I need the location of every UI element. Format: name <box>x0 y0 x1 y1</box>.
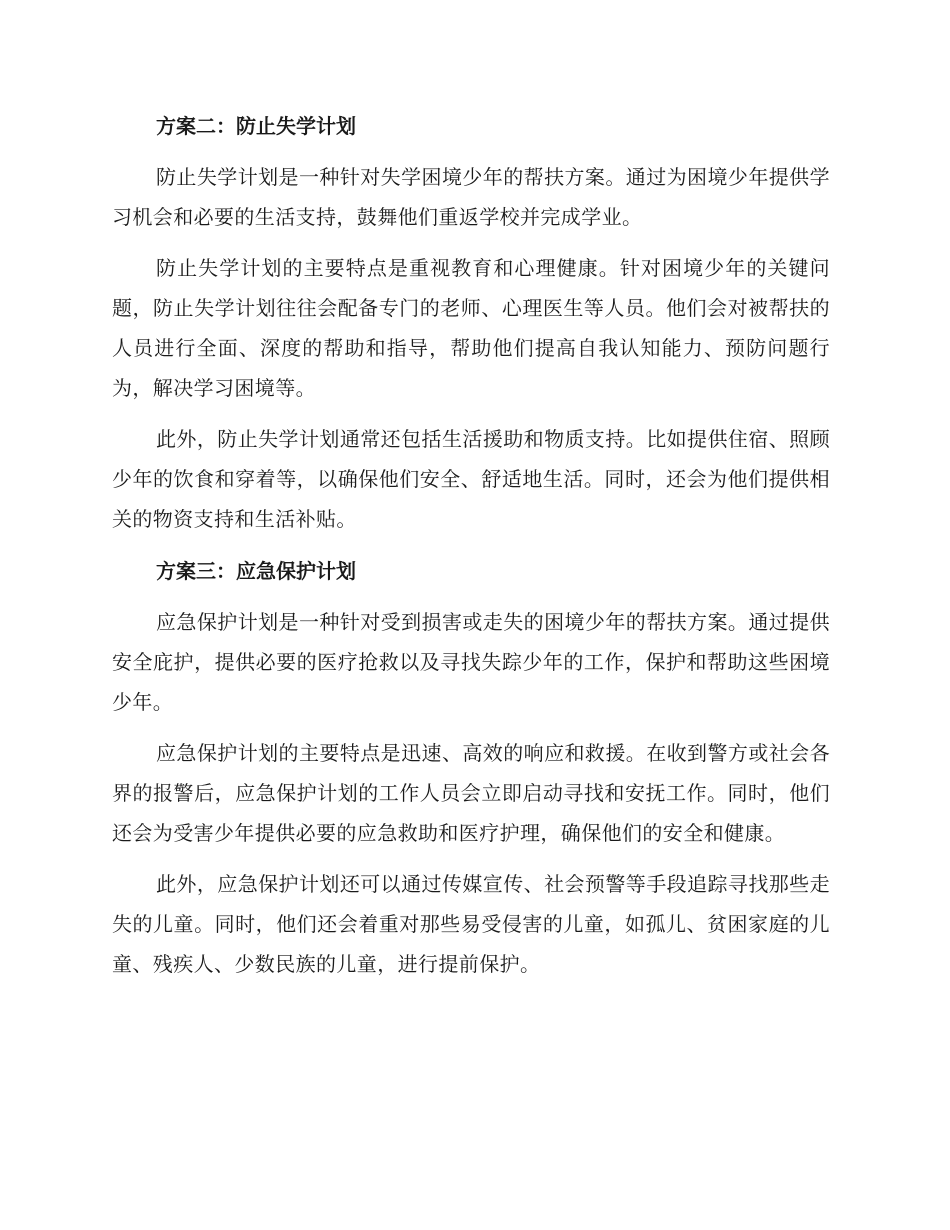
paragraph: 防止失学计划是一种针对失学困境少年的帮扶方案。通过为困境少年提供学习机会和必要的生活支持，鼓舞他们重返学校并完成学业。 <box>112 165 830 229</box>
paragraph: 此外，应急保护计划还可以通过传媒宣传、社会预警等手段追踪寻找那些走失的儿童。同时，他们还会着重对那些易受侵害的儿童，如孤儿、贫困家庭的儿童、残疾人、少数民族的儿童，进行提前保护。 <box>112 872 830 976</box>
section-heading-plan-two: 方案二：防止失学计划 <box>156 114 356 138</box>
document-page <box>112 105 830 995</box>
section-heading-plan-three: 方案三：应急保护计划 <box>156 559 356 583</box>
paragraph: 应急保护计划的主要特点是迅速、高效的响应和救援。在收到警方或社会各界的报警后，应急保护计划的工作人员会立即启动寻找和安抚工作。同时，他们还会为受害少年提供必要的应急救助和医疗护理，确保他们的安全和健康。 <box>112 741 830 845</box>
paragraph: 防止失学计划的主要特点是重视教育和心理健康。针对困境少年的关键问题，防止失学计划往往会配备专门的老师、心理医生等人员。他们会对被帮扶的人员进行全面、深度的帮助和指导，帮助他们提高自我认知能力、预防问题行为，解决学习困境等。 <box>112 256 830 400</box>
paragraph: 此外，防止失学计划通常还包括生活援助和物质支持。比如提供住宿、照顾少年的饮食和穿着等，以确保他们安全、舒适地生活。同时，还会为他们提供相关的物资支持和生活补贴。 <box>112 427 830 531</box>
paragraph: 应急保护计划是一种针对受到损害或走失的困境少年的帮扶方案。通过提供安全庇护，提供必要的医疗抢救以及寻找失踪少年的工作，保护和帮助这些困境少年。 <box>112 610 830 714</box>
